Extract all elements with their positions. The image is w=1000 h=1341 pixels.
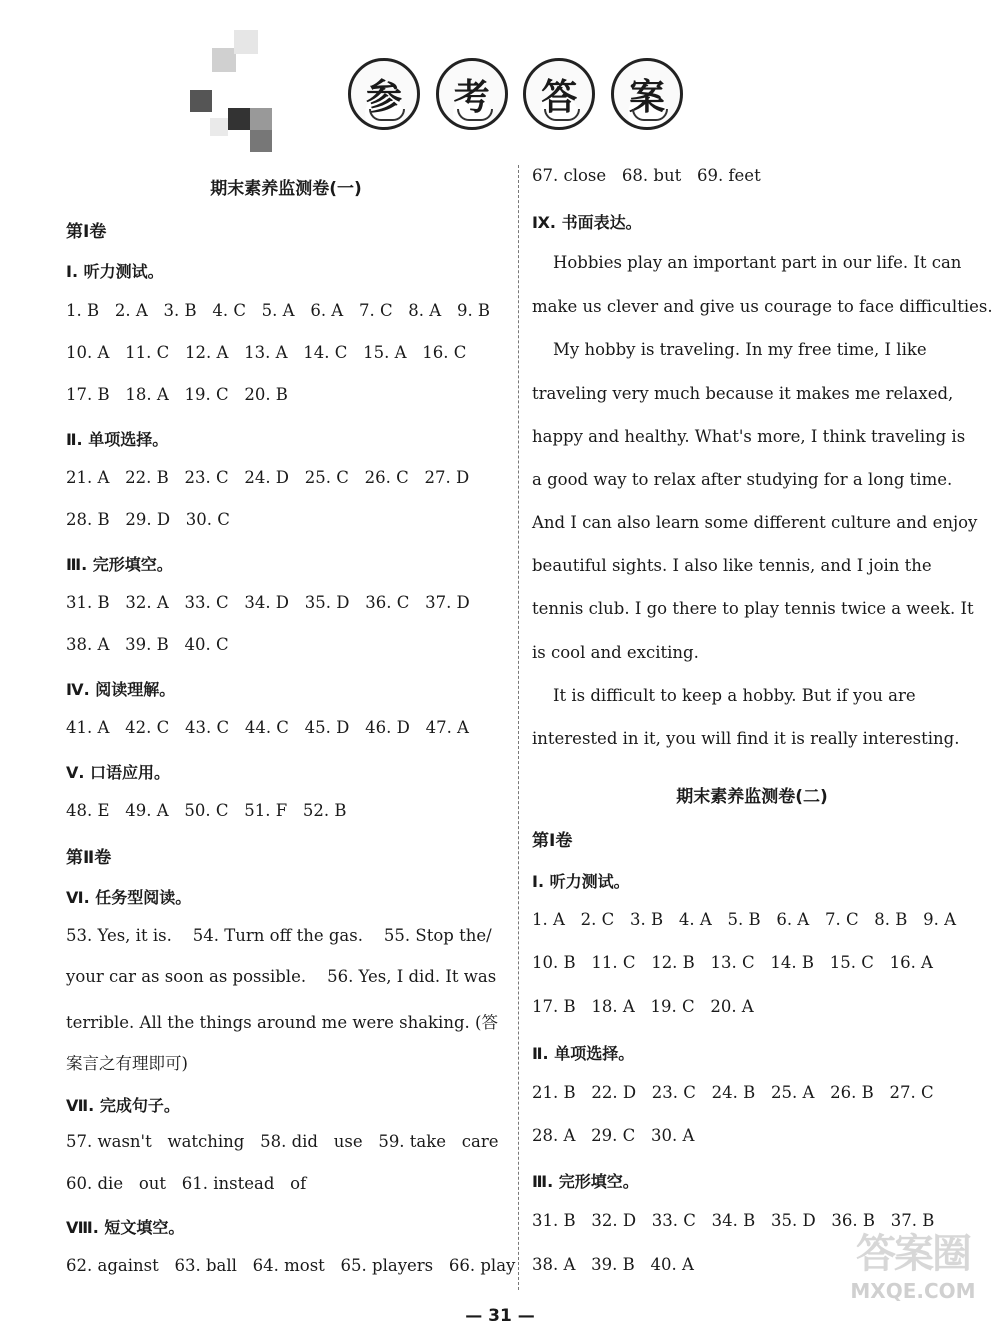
essay-line: beautiful sights. I also like tennis, and I join the xyxy=(532,556,932,575)
essay-line: is cool and exciting. xyxy=(532,643,699,662)
section-heading: Ⅸ. 书面表达。 xyxy=(532,213,642,232)
answer-row: 21. B 22. D 23. C 24. B 25. A 26. B 27. C xyxy=(532,1083,934,1102)
title-char: 答 xyxy=(523,58,595,130)
answer-row: 28. A 29. C 30. A xyxy=(532,1126,695,1145)
title-char: 考 xyxy=(436,58,508,130)
section-heading: Ⅲ. 完形填空。 xyxy=(532,1172,639,1191)
answer-row: your car as soon as possible. 56. Yes, I did. It was xyxy=(66,967,497,986)
essay-line: interested in it, you will find it is really interesting. xyxy=(532,729,960,748)
answer-row: 28. B 29. D 30. C xyxy=(66,510,230,529)
column-divider xyxy=(518,165,519,1290)
answer-row: 62. against 63. ball 64. most 65. players 66. play xyxy=(66,1256,516,1275)
section-heading: Ⅱ. 单项选择。 xyxy=(532,1044,635,1063)
decor-square xyxy=(250,108,272,130)
section-heading: Ⅲ. 完形填空。 xyxy=(66,555,173,574)
essay-line: My hobby is traveling. In my free time, I like xyxy=(532,340,927,359)
answer-row: 1. B 2. A 3. B 4. C 5. A 6. A 7. C 8. A 9. B xyxy=(66,301,491,320)
section-heading: Ⅷ. 短文填空。 xyxy=(66,1218,185,1237)
title-char: 案 xyxy=(611,58,683,130)
section-heading: Ⅴ. 口语应用。 xyxy=(66,763,171,782)
essay-line: happy and healthy. What's more, I think traveling is xyxy=(532,427,966,446)
answer-row: 案言之有理即可) xyxy=(66,1054,188,1073)
decor-square xyxy=(250,130,272,152)
answer-row: 53. Yes, it is. 54. Turn off the gas. 55. Stop the/ xyxy=(66,926,492,945)
essay-line: a good way to relax after studying for a long time. xyxy=(532,470,953,489)
answer-row: 67. close 68. but 69. feet xyxy=(532,166,761,185)
decor-square xyxy=(210,118,228,136)
volume-label: 第Ⅱ卷 xyxy=(66,848,112,868)
essay-line: Hobbies play an important part in our life. It can xyxy=(532,253,962,272)
answer-row: 1. A 2. C 3. B 4. A 5. B 6. A 7. C 8. B 9. A xyxy=(532,910,957,929)
answer-row: 31. B 32. D 33. C 34. B 35. D 36. B 37. B xyxy=(532,1211,935,1230)
page-title xyxy=(348,58,683,130)
essay-line: It is difficult to keep a hobby. But if you are xyxy=(532,686,916,705)
section-title: 期末素养监测卷(一) xyxy=(210,179,362,199)
decor-square xyxy=(234,30,258,54)
answer-row: 48. E 49. A 50. C 51. F 52. B xyxy=(66,801,347,820)
answer-row: 57. wasn't watching 58. did use 59. take care xyxy=(66,1132,499,1151)
section-heading: Ⅶ. 完成句子。 xyxy=(66,1096,180,1115)
volume-label: 第Ⅰ卷 xyxy=(532,831,573,851)
section-heading: Ⅰ. 听力测试。 xyxy=(66,262,164,281)
decor-square xyxy=(228,108,250,130)
watermark-text: 答案圈 xyxy=(856,1231,970,1277)
answer-row: 60. die out 61. instead of xyxy=(66,1174,307,1193)
answer-row: 17. B 18. A 19. C 20. A xyxy=(532,997,754,1016)
answer-row: terrible. All the things around me were shaking. (答 xyxy=(66,1013,498,1032)
answer-row: 10. A 11. C 12. A 13. A 14. C 15. A 16. C xyxy=(66,343,467,362)
answer-row: 31. B 32. A 33. C 34. D 35. D 36. C 37. D xyxy=(66,593,470,612)
section-heading: Ⅱ. 单项选择。 xyxy=(66,430,169,449)
answer-row: 41. A 42. C 43. C 44. C 45. D 46. D 47. A xyxy=(66,718,469,737)
essay-line: make us clever and give us courage to face difficulties. xyxy=(532,297,993,316)
section-heading: Ⅵ. 任务型阅读。 xyxy=(66,888,192,907)
essay-line: And I can also learn some different culture and enjoy xyxy=(532,513,978,532)
essay-line: traveling very much because it makes me relaxed, xyxy=(532,384,954,403)
watermark-url: MXQE.COM xyxy=(850,1279,976,1303)
answer-row: 17. B 18. A 19. C 20. B xyxy=(66,385,288,404)
answer-row: 38. A 39. B 40. C xyxy=(66,635,229,654)
section-title: 期末素养监测卷(二) xyxy=(676,787,828,807)
decor-square xyxy=(190,90,212,112)
volume-label: 第Ⅰ卷 xyxy=(66,222,107,242)
answer-row: 38. A 39. B 40. A xyxy=(532,1255,694,1274)
page-number: — 31 — xyxy=(465,1306,535,1326)
title-char: 参 xyxy=(348,58,420,130)
answer-row: 10. B 11. C 12. B 13. C 14. B 15. C 16. A xyxy=(532,953,933,972)
watermark-logo xyxy=(838,1222,988,1332)
decor-square xyxy=(212,48,236,72)
section-heading: Ⅳ. 阅读理解。 xyxy=(66,680,176,699)
section-heading: Ⅰ. 听力测试。 xyxy=(532,872,630,891)
answer-row: 21. A 22. B 23. C 24. D 25. C 26. C 27. D xyxy=(66,468,470,487)
essay-line: tennis club. I go there to play tennis twice a week. It xyxy=(532,599,974,618)
